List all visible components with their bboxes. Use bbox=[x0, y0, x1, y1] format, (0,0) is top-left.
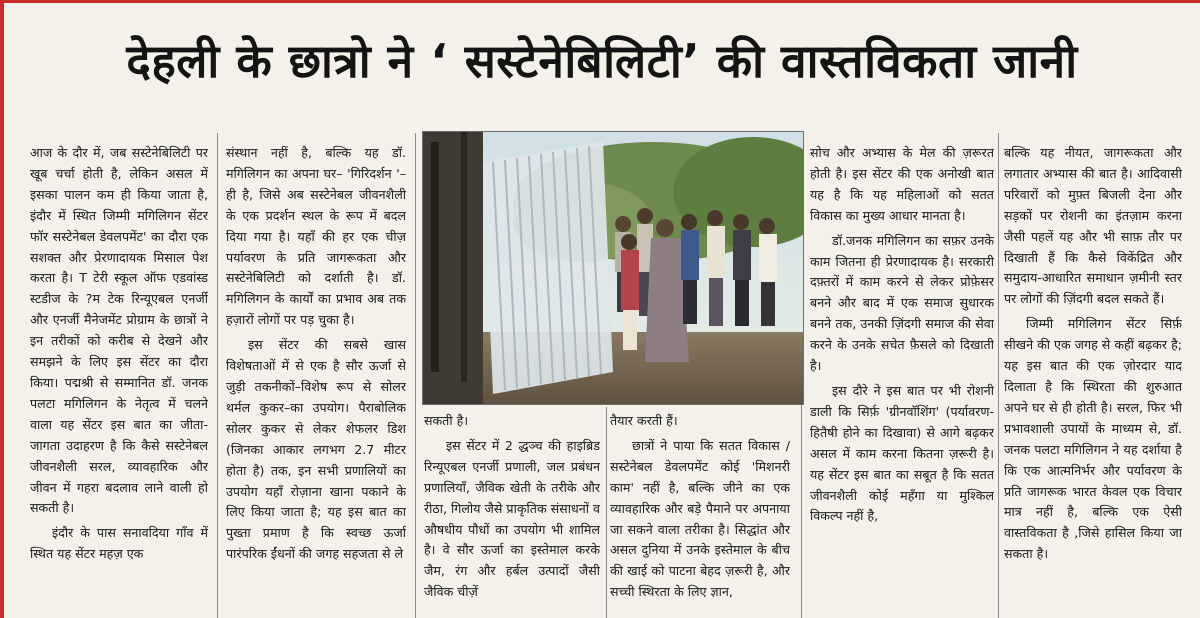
paragraph: इस सेंटर की सबसे खास विशेषताओं में से एक है सौर ऊर्जा से जुड़ी तकनीकों–विशेष रूप से सोलर थर्मल कुकर–का उपयोग। पैराबोलिक सोलर कुकर से लेकर शेफलर डिश (जिनका आकार लगभग 2.7 मीटर होता है) तक, इन सभी प्रणालियों का उपयोग यहाँ रोज़ाना खाना पकाने के लिए किया जाता है; यह इस बात का पुख्ता प्रमाण है कि स्वच्छ ऊर्जा पारंपरिक ईंधनों की जगह सहजता से ले bbox=[226, 337, 406, 562]
article-column-1 bbox=[30, 143, 208, 618]
paragraph: संस्थान नहीं है, बल्कि यह डॉ. मगिलिगन का अपना घर– 'गिरिदर्शन '–ही है, जिसे अब सस्टेनेबल जीवनशैली के एक प्रदर्शन स्थल के रूप में बदल दिया गया है। यहाँ की हर एक चीज़ पर्यावरण के प्रति जागरूकता और सस्टेनेबिलिटी को दर्शाती है। डॉ. मगिलिगन के कार्यों का प्रभाव अब तक हज़ारों लोगों पर पड़ चुका है। bbox=[226, 145, 406, 328]
article-column-2 bbox=[226, 143, 406, 618]
news-photo bbox=[422, 131, 804, 405]
paragraph: इस दौरे ने इस बात पर भी रोशनी डाली कि सिर्फ़ 'ग्रीनवॉशिंग' (पर्यावरण-हितैषी होने का दिखावा) से आगे बढ़कर असल में काम करना कितना ज़रूरी है। यह सेंटर इस बात का सबूत है कि सतत जीवनशैली कोई महँगा या मुश्किल विकल्प नहीं है, bbox=[810, 382, 994, 524]
paragraph: इस सेंटर में 2 द्धञ्च की हाइब्रिड रिन्यूएबल एनर्जी प्रणाली, जल प्रबंधन प्रणालियाँ, जैविक खेती के तरीके और रीठा, गिलोय जैसे प्राकृतिक संसाधनों व औषधीय पौधों का उपयोग भी शामिल है। वे सौर ऊर्जा का इस्तेमाल करके जैम, रंग और हर्बल उत्पादों जैसी जैविक चीज़ें bbox=[424, 437, 600, 600]
headline: देहली के छात्रो ने ‘ सस्टेनेबिलिटी’ की वास्तविकता जानी bbox=[126, 34, 1078, 88]
photo-illustration bbox=[423, 132, 803, 404]
paragraph: तैयार करती हैं। bbox=[610, 413, 678, 428]
paragraph: आज के दौर में, जब सस्टेनेबिलिटी पर खूब चर्चा होती है, लेकिन असल में इसका पालन कम ही किया जाता है, इंदौर में स्थित जिम्मी मगिलिगन सेंटर फॉर सस्टेनेबल डेवलपमेंट' का दौरा एक सशक्त और प्रेरणादायक मिसाल पेश करता है। T टेरी स्कूल ऑफ एडवांस्ड स्टडीज के ?म टेक रिन्यूएबल एनर्जी और एनर्जी मैनेजमेंट प्रोग्राम के छात्रों ने इन तरीकों को करीब से देखने और समझने के लिए इस सेंटर का दौरा किया। पद्मश्री से सम्मानित डॉ. जनक पलटा मगिलिगन के नेतृत्व में चलने वाला यह सेंटर इस बात का जीता-जागता उदाहरण है कि कैसे सस्टेनेबल जीवनशैली सरल, व्यावहारिक और जीवन में गहरा बदलाव लाने वाली हो सकती है। bbox=[30, 145, 208, 516]
article-column-6 bbox=[1004, 143, 1182, 618]
paragraph: बल्कि यह नीयत, जागरूकता और लगातार अभ्यास की बात है। आदिवासी परिवारों को मुफ़्त बिजली देना और सड़कों पर रोशनी का इंतज़ाम करना जैसी पहलें यह और भी साफ़ तौर पर दिखाती हैं कि कैसे विकेंद्रित और समुदाय-आधारित समाधान ज़मीनी स्तर पर लोगों की ज़िंदगी बदल सकते हैं। bbox=[1004, 145, 1182, 307]
paragraph: छात्रों ने पाया कि सतत विकास /सस्टेनेबल डेवलपमेंट कोई 'मिशनरी काम' नहीं है, बल्कि जीने का एक व्यावहारिक और बड़े पैमाने पर अपनाया जा सकने वाला तरीका है। सिद्धांत और असल दुनिया में उनके इस्तेमाल के बीच की खाई को पाटना बेहद ज़रूरी है, और सच्ची स्थिरता के लिए ज्ञान, bbox=[610, 437, 790, 600]
paragraph: सोच और अभ्यास के मेल की ज़रूरत होती है। इस सेंटर की एक अनोखी बात यह है कि यह महिलाओं को सतत विकास का मुख्य आधार मानता है। bbox=[810, 145, 994, 223]
paragraph: जिम्मी मगिलिगन सेंटर सिर्फ़ सीखने की एक जगह से कहीं बढ़कर है; यह इस बात की एक ज़ोरदार याद दिलाता है कि स्थिरता की शुरुआत अपने घर से ही होती है। सरल, फिर भी प्रभावशाली उपायों के माध्यम से, डॉ. जनक पलटा मगिलिगन ने यह दर्शाया है कि एक आत्मनिर्भर और पर्यावरण के प्रति जागरूक भारत केवल एक विचार मात्र नहीं है, बल्कि एक ऐसी वास्तविकता है ,जिसे हासिल किया जा सकता है। bbox=[1004, 316, 1182, 562]
column-divider bbox=[415, 133, 416, 618]
paragraph: डॉ.जनक मगिलिगन का सफ़र उनके काम जितना ही प्रेरणादायक है। सरकारी दफ़्तरों में काम करने से लेकर प्रोफ़ेसर बनने और बाद में एक समाज सुधारक बनने तक, उनकी ज़िंदगी समाज की सेवा करने के उनके सचेत फ़ैसले को दिखाती है। bbox=[810, 232, 994, 374]
paragraph: सकती है। bbox=[424, 413, 469, 428]
article-column-4 bbox=[610, 411, 790, 618]
article-column-3 bbox=[424, 411, 600, 618]
column-divider bbox=[217, 133, 218, 618]
column-divider bbox=[606, 407, 607, 618]
column-divider bbox=[998, 133, 999, 618]
article-column-5 bbox=[810, 143, 994, 618]
paragraph: इंदौर के पास सनावदिया गाँव में स्थित यह सेंटर महज़ एक bbox=[30, 525, 208, 562]
